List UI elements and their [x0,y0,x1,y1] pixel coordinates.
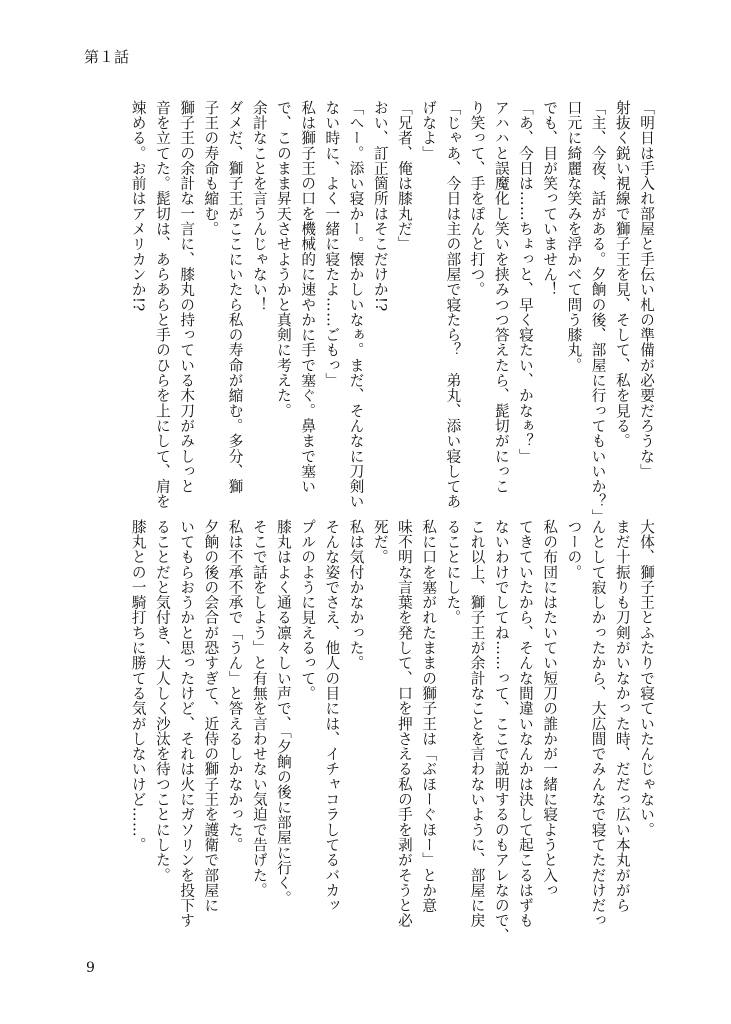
text-line: 私に口を塞がれたままの獅子王は「ぶほーぐほー」とか意 [420,519,438,913]
page-number: 9 [86,960,95,976]
text-line: アハハと誤魔化し笑いを挟みつつ答えたら、髭切がにっこ [492,100,510,494]
text-line: 獅子王の余計な一言に、膝丸の持っている木刀がみしっと [178,100,196,494]
text-line: 竦める。お前はアメリカンか!? [129,100,147,312]
text-line: プルのように見えるって。 [299,519,317,701]
text-line: でも、目が笑っていません！ [541,100,559,297]
text-line: 「主、今夜、話がある。夕餉の後、部屋に行ってもいいか？」 [589,100,607,525]
text-line: り笑って、手をぽんと打つ。 [468,100,486,297]
page-header: 第１話 [84,48,130,66]
text-line: ることにした。 [444,519,462,626]
text-line: つーの。 [565,519,583,580]
text-line: 私は気付かなかった。 [347,519,365,671]
text-line: これ以上、獅子王が余計なことを言わないように、部屋に戻 [468,519,486,929]
text-line: そんな姿でさえ、他人の目には、イチャコラしてるバカッ [323,519,341,913]
text-line: いてもらおうかと思ったけど、それは火にガソリンを投下す [178,519,196,929]
text-line: 私は獅子王の口を機械的に速やかに手で塞ぐ。鼻まで塞い [299,100,317,494]
text-line: げなよ」 [420,100,438,161]
text-line: おい、訂正箇所はそこだけか!? [371,100,389,312]
text-line: 子王の寿命も縮む。 [202,100,220,237]
text-line: 「明日は手入れ部屋と手伝い札の準備が必要だろうな」 [638,100,655,479]
text-line: 「兄者、俺は膝丸だ」 [395,100,413,252]
text-line: 私の布団にはたいてい短刀の誰かが一緒に寝ようと入っ [541,519,559,898]
text-line: そこで話をしよう」と有無を言わせない気迫で告げた。 [250,519,268,898]
text-line: 膝丸との一騎打ちに勝てる気がしないけど……。 [129,519,147,853]
text-line: まだ十振りも刀剣がいなかった時、だだっ広い本丸ががら [613,519,631,913]
text-line: 「じゃあ、今日は主の部屋で寝たら？ 弟丸、添い寝してあ [444,100,462,510]
text-line: で、このまま昇天させようかと真剣に考えた。 [274,100,292,419]
text-line: 口元に綺麗な笑みを浮かべて問う膝丸。 [565,100,583,373]
text-line: 膝丸はよく通る凛々しい声で、「夕餉の後に部屋に行く。 [274,519,292,906]
text-line: 「あ、今日は……ちょっと、早く寝たい、かなぁ？」 [516,100,534,464]
text-line: 射抜く鋭い視線で獅子王を見、そして、私を見る。 [613,100,631,449]
text-line: 大体、獅子王とふたりで寝ていたんじゃない。 [638,519,655,838]
text-line: ることだと気付き、大人しく沙汰を待つことにした。 [153,519,171,883]
text-line: ない時に、よく一緒に寝たよ……ごもっ」 [323,100,341,388]
text-line: てきていたから、そんな間違いなんかは決して起こるはずも [516,519,534,929]
text-line: ダメだ、獅子王がここにいたら私の寿命が縮む。多分、獅 [226,100,244,494]
text-line: 音を立てた。髭切は、あらあらと手のひらを上にして、肩を [153,100,171,510]
text-line: んとして寂しかったから、大広間でみんなで寝てただけだっ [589,519,607,929]
text-line: 「へー。添い寝かー。懐かしいなぁ。まだ、そんなに刀剣い [347,100,365,510]
text-block-top [126,100,658,525]
text-line: 夕餉の後の会合が恐すぎて、近侍の獅子王を護衛で部屋に [202,519,220,913]
text-line: 私は不承不承で「うん」と答えるしかなかった。 [226,519,244,853]
text-line: 死だ。 [371,519,389,565]
text-line: 余計なことを言うんじゃない！ [250,100,268,313]
text-line: ないわけでしてね……って、ここで説明するのもアレなので、 [492,519,510,944]
text-line: 味不明な言葉を発して、口を押さえる私の手を剥がそうと必 [395,519,413,929]
text-block-bottom [126,519,658,944]
